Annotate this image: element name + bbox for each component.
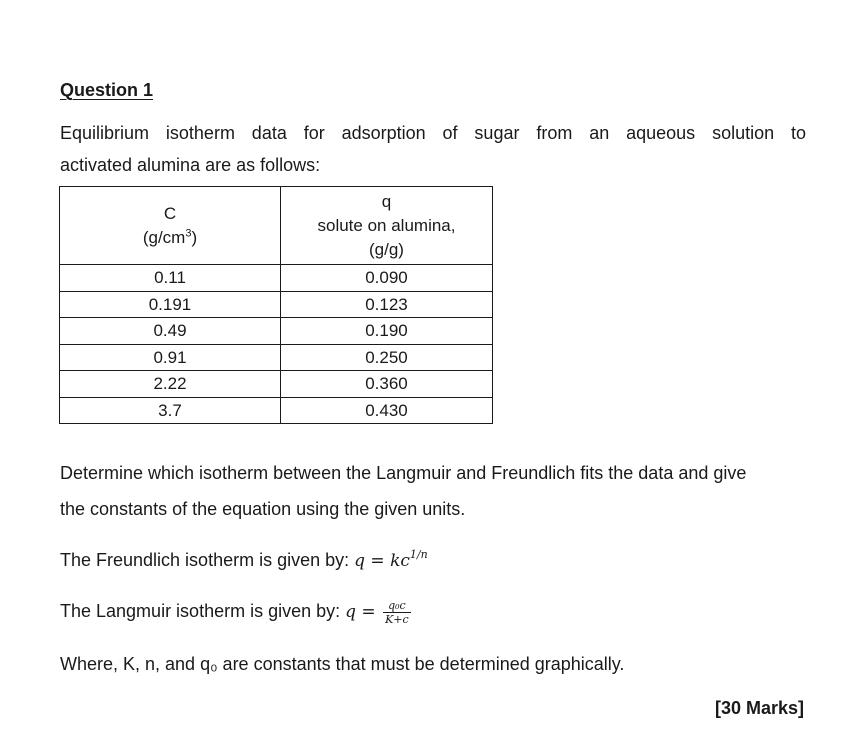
task-line-2: the constants of the equation using the given units. bbox=[60, 499, 466, 519]
question-heading: Question 1 bbox=[60, 80, 154, 100]
question-intro bbox=[60, 117, 806, 181]
table-row bbox=[60, 265, 493, 292]
col-q-header bbox=[281, 187, 493, 265]
table-row bbox=[60, 344, 493, 371]
table-header-row bbox=[60, 187, 493, 265]
task-line-1: Determine which isotherm between the Langmuir and Freundlich fits the data and give bbox=[60, 463, 747, 483]
col-c-units: $(g/cm^3)$ bbox=[142, 226, 198, 247]
col-q-symbol: q bbox=[381, 191, 392, 211]
langmuir-denominator: K+c bbox=[385, 612, 409, 626]
table-row bbox=[60, 318, 493, 345]
intro-line-1: Equilibrium isotherm data for adsorption of sugar from an aqueous solution to bbox=[60, 123, 806, 143]
langmuir-numerator: q₀c bbox=[383, 599, 411, 613]
cell-q: 0.360 bbox=[281, 371, 493, 398]
freundlich-rhs: kc bbox=[390, 551, 410, 571]
freundlich-lhs: q bbox=[354, 551, 366, 571]
langmuir-fraction bbox=[383, 599, 411, 626]
col-c-header bbox=[60, 187, 281, 265]
cell-q: 0.123 bbox=[281, 291, 493, 318]
table-row bbox=[60, 397, 493, 424]
constants-note: Where, K, n, and q₀ are constants that must be determined graphically. bbox=[60, 654, 625, 674]
table-row bbox=[60, 371, 493, 398]
cell-c: 0.49 bbox=[60, 318, 281, 345]
cell-q: 0.190 bbox=[281, 318, 493, 345]
langmuir-equation: The Langmuir isotherm is given by: q = $\frac{\text{q₀c}}{K+c}$ bbox=[60, 598, 409, 626]
cell-q: 0.430 bbox=[281, 397, 493, 424]
col-c-symbol: C bbox=[163, 203, 177, 223]
table-row bbox=[60, 291, 493, 318]
cell-c: 0.11 bbox=[60, 265, 281, 292]
task-paragraph bbox=[60, 455, 820, 527]
isotherm-data-table bbox=[59, 186, 493, 424]
freundlich-exponent: 1/n bbox=[409, 548, 428, 561]
intro-line-2: activated alumina are as follows: bbox=[60, 155, 321, 175]
cell-q: 0.250 bbox=[281, 344, 493, 371]
langmuir-label: The Langmuir isotherm is given by: bbox=[60, 601, 346, 621]
freundlich-equation: The Freundlich isotherm is given by: $q = kc^{1/n}$ bbox=[60, 548, 428, 571]
cell-c: 0.191 bbox=[60, 291, 281, 318]
marks-label: [30 Marks] bbox=[714, 698, 804, 718]
langmuir-lhs: q bbox=[345, 602, 357, 622]
cell-c: 3.7 bbox=[60, 397, 281, 424]
cell-c: 2.22 bbox=[60, 371, 281, 398]
cell-q: 0.090 bbox=[281, 265, 493, 292]
freundlich-label: The Freundlich isotherm is given by: bbox=[60, 550, 355, 570]
col-q-desc: solute on alumina, bbox=[317, 215, 456, 235]
cell-c: 0.91 bbox=[60, 344, 281, 371]
col-q-units: (g/g) bbox=[369, 239, 404, 259]
